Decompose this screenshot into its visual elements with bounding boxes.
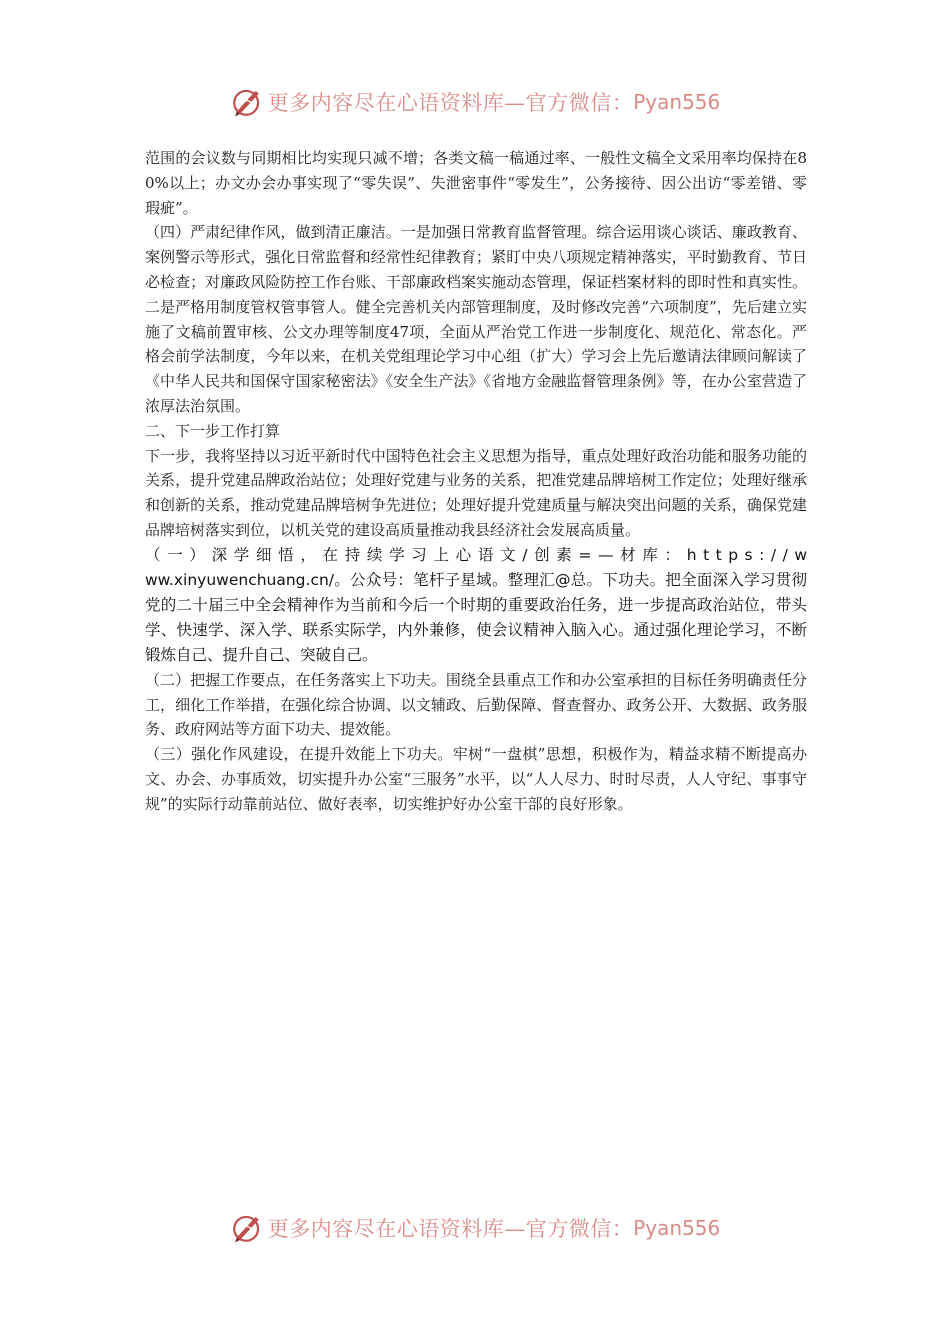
document-body: [145, 146, 807, 817]
watermark-text: 更多内容尽在心语资料库—官方微信：: [267, 91, 634, 115]
paragraph: （四）严肃纪律作风，做到清正廉洁。一是加强日常教育监督管理。综合运用谈心谈话、廉政教育、案例警示等形式，强化日常监督和经常性纪律教育；紧盯中央八项规定精神落实，平时勤教育、节日必检查；对廉政风险防控工作台账、干部廉政档案实施动态管理，保证档案材料的即时性和真实性。二是严格用制度管权管事管人。健全完善机关内部管理制度，及时修改完善“六项制度”，先后建立实施了文稿前置审核、公文办理等制度47项，全面从严治党工作进一步制度化、规范化、常态化。严格会前学法制度，今年以来，在机关党组理论学习中心组（扩大）学习会上先后邀请法律顾问解读了《中华人民共和国保守国家秘密法》《安全生产法》《省地方金融监督管理条例》等，在办公室营造了浓厚法治氛围。: [145, 223, 807, 415]
watermark-banner-top: [0, 82, 950, 122]
section-heading: 二、下一步工作打算: [145, 421, 281, 440]
paragraph-sans-rest: www.xinyuwenchuang.cn/。公众号：笔杆子星域。整理汇@总。下功夫。把全面深入学习贯彻党的二十届三中全会精神作为当前和今后一个时期的重要政治任务，进一步提高政治站位，带头学、快速学、深入学、联系实际学，内外兼修，使会议精神入脑入心。通过强化理论学习，不断锻炼自己、提升自己、突破自己。: [145, 545, 807, 664]
paragraph: （二）把握工作要点，在任务落实上下功夫。围绕全县重点工作和办公室承担的目标任务明确责任分工，细化工作举措，在强化综合协调、以文辅政、后勤保障、督查督办、政务公开、大数据、政务服务、政府网站等方面下功夫、提效能。: [145, 670, 807, 739]
pen-logo-icon: [230, 1211, 264, 1245]
paragraph-sans-first-line: （一）深学细悟，在持续学习上心语文/创素=—材库：https://: [145, 545, 795, 564]
paragraph: 下一步，我将坚持以习近平新时代中国特色社会主义思想为指导，重点处理好政治功能和服务功能的关系，提升党建品牌政治站位；处理好党建与业务的关系，把准党建品牌培树工作定位；处理好继承和创新的关系，推动党建品牌培树争先进位；处理好提升党建质量与解决突出问题的关系，确保党建品牌培树落实到位，以机关党的建设高质量推动我县经济社会发展高质量。: [145, 446, 807, 539]
paragraph: （三）强化作风建设，在提升效能上下功夫。牢树“一盘棋”思想，积极作为，精益求精不断提高办文、办会、办事质效，切实提升办公室“三服务”水平，以“人人尽力、时时尽责，人人守纪、事事守规”的实际行动靠前站位、做好表率，切实维护好办公室干部的良好形象。: [145, 745, 807, 813]
paragraph-sans: [145, 543, 807, 668]
pen-logo-icon: [230, 85, 264, 119]
watermark-text: 更多内容尽在心语资料库—官方微信：: [267, 1217, 634, 1241]
paragraph: 范围的会议数与同期相比均实现只减不增；各类文稿一稿通过率、一般性文稿全文采用率均保持在80%以上；办文办会办事实现了“零失误”、失泄密事件“零发生”，公务接待、因公出访“零差错、零瑕疵”。: [145, 149, 807, 217]
watermark-banner-bottom: [0, 1208, 950, 1248]
watermark-wechat-id: Pyan556: [633, 1216, 721, 1240]
watermark-wechat-id: Pyan556: [633, 90, 721, 114]
